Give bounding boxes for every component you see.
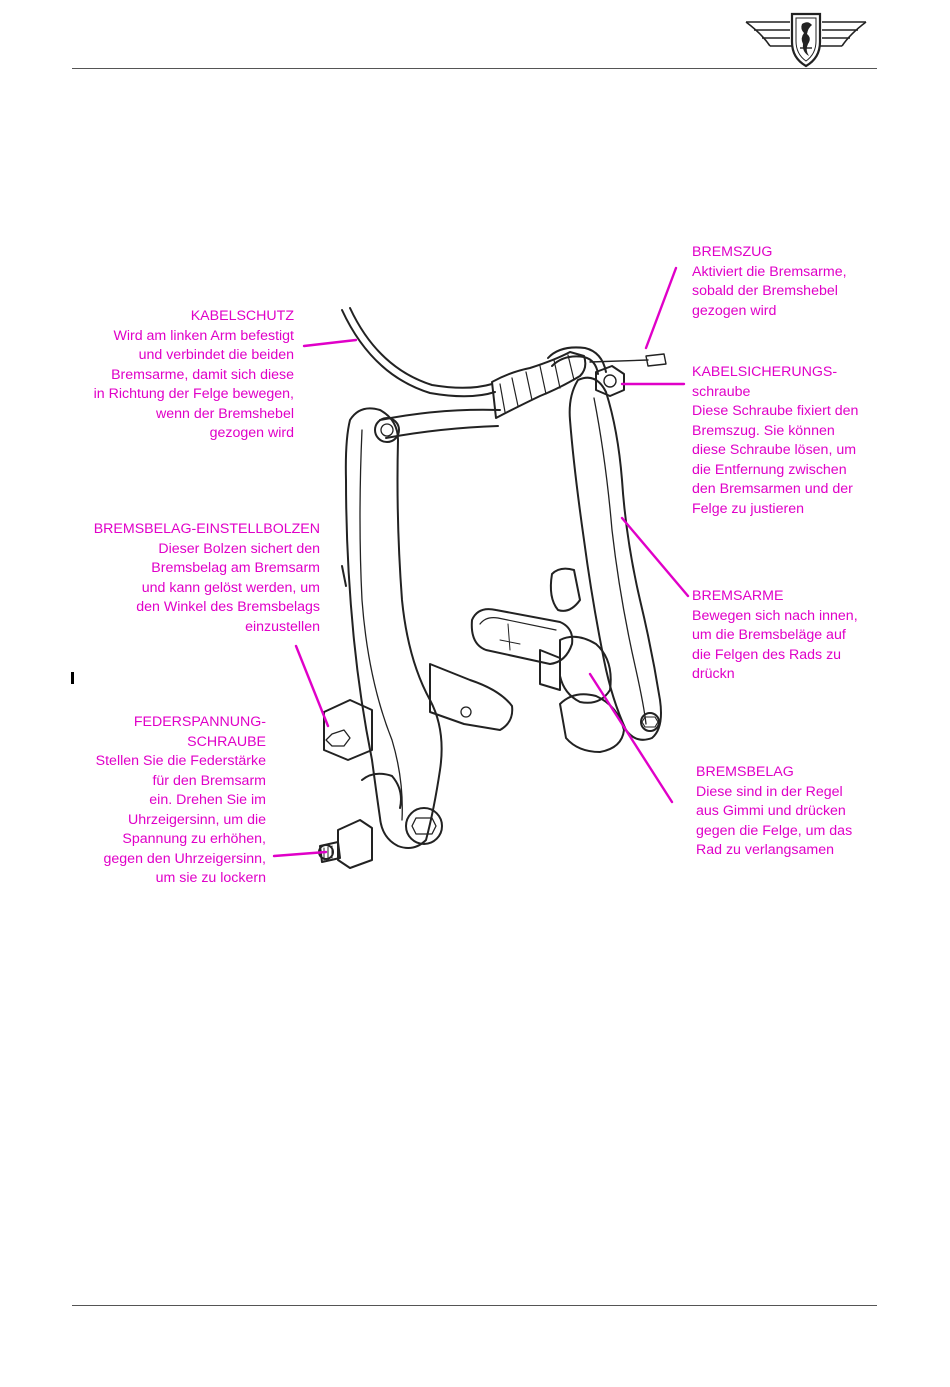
- label-kabelschutz: [94, 307, 294, 444]
- label-einstellbolzen-title: BREMSBELAG-EINSTELLBOLZEN: [93, 521, 320, 537]
- right-brake-pad: [472, 609, 572, 664]
- label-bremsbelag-title: BREMSBELAG: [696, 764, 794, 780]
- margin-mark: [71, 672, 74, 684]
- label-bremszug-title: BREMSZUG: [692, 244, 773, 260]
- label-bremszug: [692, 243, 847, 321]
- label-bremszug-body: Aktiviert die Bremsarme, sobald der Bremshebel gezogen wird: [692, 263, 847, 319]
- cable-anchor-bolt: [596, 366, 624, 396]
- label-bremsbelag-body: Diese sind in der Regel aus Gimmi und drücken gegen die Felge, um das Rad zu verlangsamen: [696, 783, 853, 858]
- label-bremsarme-body: Bewegen sich nach innen, um die Bremsbeläge auf die Felgen des Rads zu drückn: [692, 607, 858, 682]
- label-einstellbolzen: [94, 520, 320, 637]
- cable-boot: [492, 352, 585, 418]
- label-kabelsicherung-body: Diese Schraube fixiert den Bremszug. Sie können diese Schraube lösen, um die Entfernung zwischen den Bremsarmen und der Felge zu justieren: [692, 403, 859, 517]
- label-federspannung-body: Stellen Sie die Federstärke für den Bremsarm ein. Drehen Sie im Uhrzeigersinn, um die Spannung zu erhöhen, gegen den Uhrzeigersinn, um sie zu lockern: [95, 753, 266, 886]
- callout-kabelschutz: [304, 340, 356, 346]
- label-kabelschutz-title: KABELSCHUTZ: [190, 308, 294, 324]
- label-kabelsicherung: [692, 363, 858, 519]
- callout-einstellbolzen: [296, 646, 328, 726]
- label-bremsarme: [692, 587, 858, 685]
- left-pad-bolt: [324, 700, 372, 760]
- callout-federspannung: [274, 852, 326, 856]
- callout-bremszug: [646, 268, 676, 348]
- label-federspannung: [96, 713, 266, 889]
- label-einstellbolzen-body: Dieser Bolzen sichert den Bremsbelag am Bremsarm und kann gelöst werden, um den Winkel des Bremsbelags einzustellen: [136, 540, 320, 635]
- brake-cable: [590, 360, 648, 362]
- label-federspannung-title: FEDERSPANNUNG- SCHRAUBE: [133, 714, 266, 750]
- label-kabelschutz-body: Wird am linken Arm befestigt und verbindet die beiden Bremsarme, damit sich diese in Richtung der Felge bewegen, wenn der Bremshebel gezogen wird: [93, 327, 294, 441]
- label-kabelsicherung-title: KABELSICHERUNGS- schraube: [692, 364, 838, 400]
- link-pipe: [380, 410, 500, 420]
- label-bremsarme-title: BREMSARME: [692, 588, 784, 604]
- cable-housing: [342, 310, 495, 396]
- label-bremsbelag: [696, 763, 852, 861]
- spring-tension-screw: [338, 820, 372, 868]
